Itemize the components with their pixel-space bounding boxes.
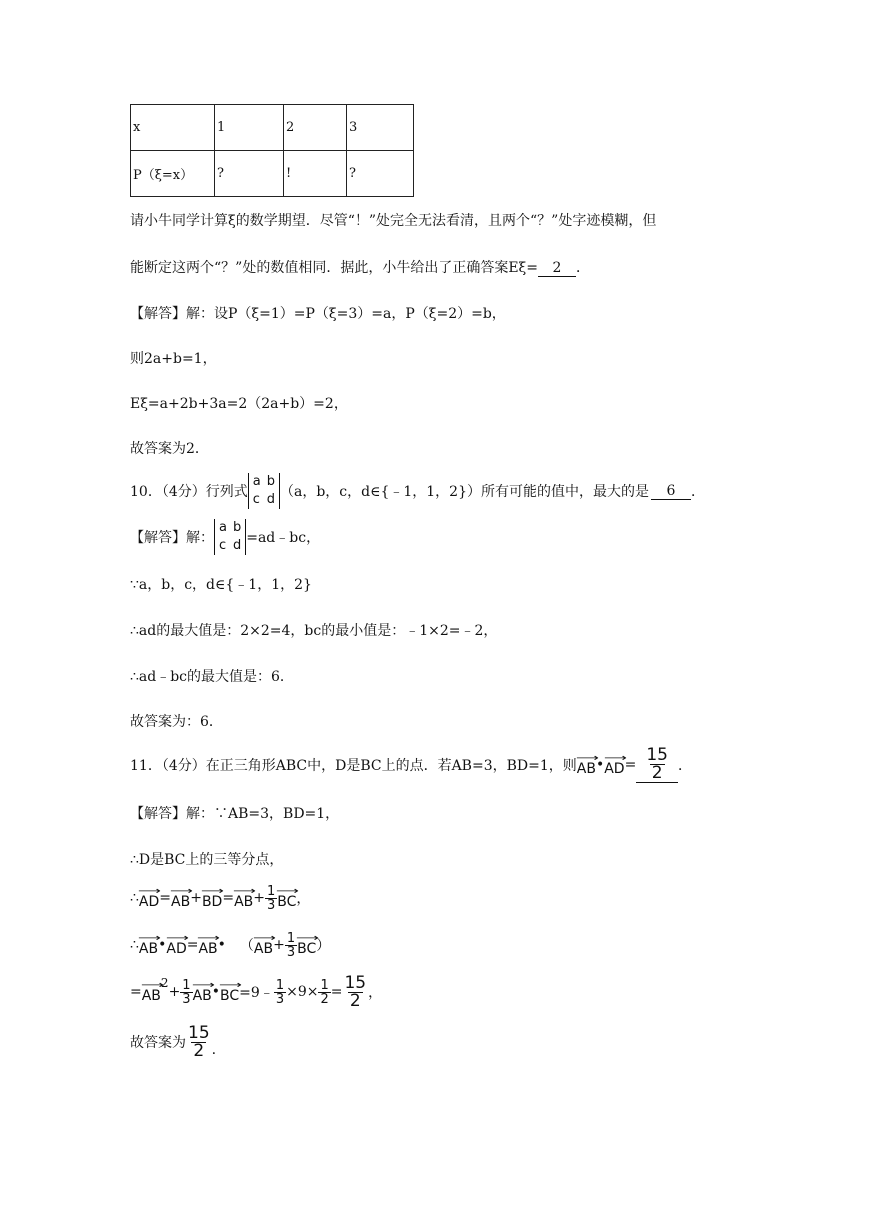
- vector-bc: ⟶ BC: [276, 886, 298, 910]
- q10-solution-line: ∵a，b，c，d∈{﹣1，1，2}: [130, 577, 312, 593]
- q9-solution-line: Eξ=a+2b+3a=2（2a+b）=2，: [130, 396, 348, 412]
- dot-operator: •: [211, 984, 221, 1000]
- answer-fraction: $\frac{15}{2}$: [646, 745, 668, 783]
- vector-ab: ⟶ AB: [191, 980, 213, 1004]
- determinant: [248, 473, 280, 509]
- equals: =: [330, 984, 343, 1000]
- answer-blank: 6: [651, 483, 691, 500]
- q11-text: 11．（4分）在正三角形ABC中，D是BC上的点．若AB=3，BD=1，则: [130, 758, 577, 774]
- q9-line2: [130, 257, 590, 277]
- q11-solution-line: [130, 927, 330, 963]
- solution-text: =9﹣: [239, 985, 274, 1001]
- q11-solution-line: ∴D是BC上的三等分点，: [130, 852, 284, 868]
- fraction: $\frac{1}{2}$: [320, 977, 329, 1007]
- fraction: $\frac{15}{2}$: [188, 1022, 210, 1061]
- fraction: $\frac{1}{3}$: [182, 977, 191, 1007]
- arrow-icon: ⟶: [138, 886, 160, 897]
- q11-solution-line: 【解答】解：∵AB=3，BD=1，: [130, 806, 340, 822]
- solution-text: =ad﹣bc，: [246, 530, 321, 546]
- equals: =: [222, 890, 235, 906]
- q10-text: 10．（4分）行列式: [130, 484, 248, 500]
- arrow-icon: ⟶: [191, 980, 213, 991]
- vector-ad: ⟶ AD: [165, 933, 188, 957]
- table-cell: ?: [215, 151, 284, 197]
- vector-ab: ⟶ AB: [232, 886, 255, 910]
- arrow-icon: ⟶: [603, 753, 626, 764]
- det-entry: a: [252, 474, 261, 489]
- right-paren: ）: [316, 938, 331, 954]
- answer-blank: [636, 747, 678, 783]
- vector-bc: ⟶ BC: [296, 933, 318, 957]
- solution-label: 【解答】解：: [130, 530, 214, 546]
- arrow-icon: ⟶: [252, 933, 275, 944]
- arrow-icon: ⟶: [218, 980, 241, 991]
- q9-solution-line: 则2a+b=1，: [130, 351, 217, 367]
- arrow-icon: ⟶: [140, 980, 163, 991]
- table-cell: 3: [347, 105, 414, 151]
- dot-operator: •: [217, 937, 226, 953]
- q9-solution-line: 故答案为2．: [130, 441, 209, 457]
- arrow-icon: ⟶: [232, 886, 255, 897]
- table-cell: x: [131, 105, 215, 151]
- det-entry: c: [219, 538, 227, 553]
- dot-operator: •: [158, 937, 167, 953]
- solution-text: 故答案为: [130, 1035, 186, 1051]
- vector-ad: ⟶ AD: [603, 753, 626, 777]
- solution-text: ×9×: [286, 984, 319, 1000]
- fraction: $\frac{1}{3}$: [266, 883, 276, 913]
- q10-solution-line: ∴ad的最大值是：2×2=4，bc的最小值是：﹣1×2=﹣2，: [130, 623, 498, 639]
- fraction: $\frac{1}{3}$: [275, 977, 285, 1007]
- comma: ，: [368, 985, 383, 1001]
- q11-end: ．: [677, 758, 692, 774]
- vector-ab: ⟶ AB: [575, 753, 598, 777]
- det-entry: c: [252, 492, 260, 507]
- vector-ab: ⟶ AB: [137, 933, 160, 957]
- vector-ab: ⟶ AB: [197, 933, 219, 957]
- q9-solution-line: 【解答】解：设P（ξ=1）=P（ξ=3）=a，P（ξ=2）=b，: [130, 306, 506, 322]
- q9-line2-text: 能断定这两个“？”处的数值相同．据此，小牛给出了正确答案Eξ=: [130, 260, 538, 276]
- arrow-icon: ⟶: [296, 933, 318, 944]
- fraction: $\frac{1}{3}$: [286, 930, 296, 960]
- equals: =: [159, 890, 172, 906]
- dot-operator: •: [595, 757, 605, 773]
- q11-final-line: [130, 1020, 216, 1064]
- arrow-icon: ⟶: [197, 933, 219, 944]
- fraction: $\frac{15}{2}$: [344, 972, 367, 1011]
- det-entry: b: [266, 474, 275, 489]
- table-cell: !: [284, 151, 347, 197]
- therefore-symbol: ∴: [130, 890, 139, 906]
- determinant: [214, 519, 246, 555]
- vector-bd: ⟶ BD: [201, 886, 223, 910]
- exponent: 2: [160, 976, 169, 990]
- distribution-table: [130, 104, 414, 197]
- equals: =: [624, 757, 637, 773]
- plus: +: [190, 890, 202, 906]
- q10-solution-line: ∴ad﹣bc的最大值是：6．: [130, 669, 294, 685]
- vector-ab: ⟶ AB: [140, 980, 163, 1004]
- equals: =: [130, 984, 142, 1000]
- q11-solution-line: [130, 880, 310, 916]
- q10-line: [130, 470, 705, 512]
- plus: +: [273, 937, 285, 953]
- table-row: [131, 151, 414, 197]
- therefore-symbol: ∴: [130, 937, 139, 953]
- arrow-icon: ⟶: [201, 886, 223, 897]
- left-paren: （: [239, 938, 254, 954]
- vector-ab: ⟶ AB: [252, 933, 275, 957]
- comma: ，: [296, 891, 311, 907]
- table-cell: 1: [215, 105, 284, 151]
- arrow-icon: ⟶: [575, 753, 598, 764]
- det-entry: d: [266, 492, 275, 507]
- arrow-icon: ⟶: [137, 933, 160, 944]
- q9-line2-end: ．: [575, 260, 590, 276]
- q10-text: （a，b，c，d∈{﹣1，1，2}）所有可能的值中，最大的是: [279, 484, 649, 500]
- arrow-icon: ⟶: [276, 886, 298, 897]
- answer-blank: 2: [538, 260, 576, 277]
- table-cell: ?: [347, 151, 414, 197]
- vector-bc: ⟶ BC: [218, 980, 241, 1004]
- q11-solution-line: [130, 972, 382, 1012]
- vector-ad: ⟶ AD: [138, 886, 160, 910]
- plus: +: [253, 890, 265, 906]
- arrow-icon: ⟶: [165, 933, 188, 944]
- q11-line: [130, 744, 692, 786]
- table-cell: P（ξ=x）: [131, 151, 215, 197]
- q10-solution-line: [130, 516, 320, 558]
- period: .: [211, 1042, 217, 1058]
- q10-end: ．: [690, 484, 705, 500]
- equals: =: [186, 937, 199, 953]
- q10-solution-line: 故答案为：6．: [130, 714, 223, 730]
- vector-ab: ⟶ AB: [169, 886, 192, 910]
- plus: +: [168, 984, 181, 1000]
- det-entry: d: [232, 538, 242, 553]
- q9-line1: 请小牛同学计算ξ的数学期望．尽管“！”处完全无法看清，且两个“？”处字迹模糊，但: [130, 213, 657, 229]
- table-cell: 2: [284, 105, 347, 151]
- det-entry: a: [219, 520, 227, 535]
- arrow-icon: ⟶: [169, 886, 192, 897]
- det-entry: b: [232, 520, 242, 535]
- table-row: [131, 105, 414, 151]
